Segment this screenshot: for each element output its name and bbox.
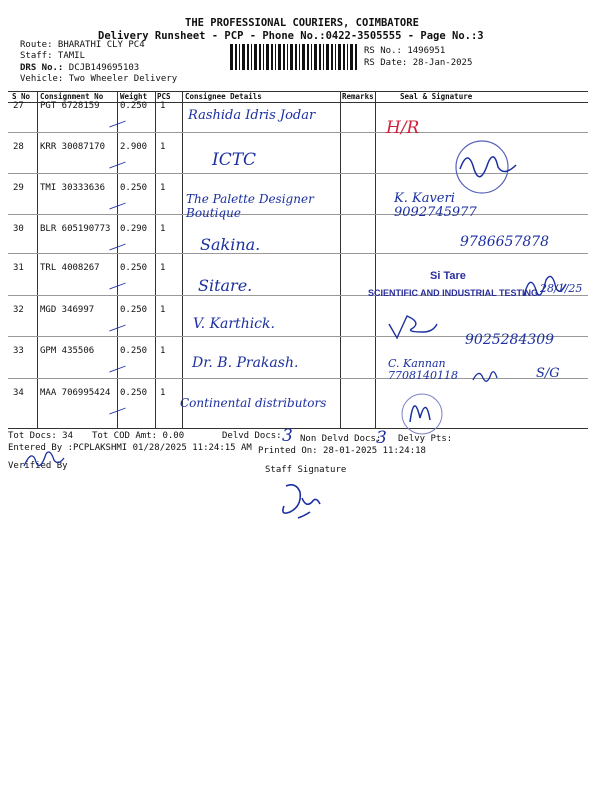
table-border-bottom	[8, 428, 588, 429]
signature-icon	[385, 310, 445, 344]
staff-label: Staff: TAMIL	[20, 51, 86, 61]
staff-signature-icon	[268, 478, 328, 528]
check-mark-icon	[109, 316, 126, 332]
weight-value: 0.250	[120, 183, 148, 193]
pieces-count: 1	[160, 224, 166, 234]
col-header-consignee: Consignee Details	[185, 92, 262, 101]
pieces-count: 1	[160, 101, 166, 111]
consignment-number: PGT 6728159	[40, 101, 100, 111]
seal-handwriting: 9786657878	[460, 234, 550, 250]
consignment-number: KRR 30087170	[40, 142, 106, 152]
drs-label: DRS No.:	[20, 63, 64, 73]
seal-stamp-text: Si Tare	[430, 270, 466, 282]
weight-value: 0.250	[120, 101, 148, 111]
consignee-handwriting: Dr. B. Prakash.	[192, 355, 299, 371]
row-divider	[8, 253, 588, 254]
verified-by-label: Verified By	[8, 461, 68, 471]
weight-value: 0.250	[120, 346, 148, 356]
consignment-number: MAA 706995424	[40, 388, 111, 398]
pieces-count: 1	[160, 183, 166, 193]
seal-date-note: 28/1/25	[540, 282, 583, 295]
consignee-handwriting: Rashida Idris Jodar	[188, 108, 316, 123]
col-header-seal: Seal & Signature	[400, 92, 473, 101]
col-header-pcs: PCS	[157, 92, 171, 101]
seal-handwriting: K. Kaveri 9092745977	[394, 191, 477, 220]
col-header-remarks: Remarks	[342, 92, 374, 101]
company-name: THE PROFESSIONAL COURIERS, COIMBATORE	[185, 17, 419, 29]
serial-number: 27	[13, 101, 24, 111]
consignment-number: TRL 4008267	[40, 263, 100, 273]
consignment-number: GPM 435506	[40, 346, 95, 356]
col-header-weight: Weight	[120, 92, 148, 101]
weight-value: 0.250	[120, 263, 148, 273]
weight-value: 0.250	[120, 388, 148, 398]
serial-number: 33	[13, 346, 24, 356]
check-mark-icon	[109, 112, 126, 128]
serial-number: 34	[13, 388, 24, 398]
seal-handwriting: S/G	[536, 366, 560, 381]
consignee-handwriting: Continental distributors	[180, 396, 327, 410]
check-mark-icon	[109, 153, 126, 169]
total-cod: Tot COD Amt: 0.00	[92, 431, 185, 441]
drs-number	[20, 63, 139, 73]
seal-handwriting: C. Kannan 7708140118	[388, 357, 458, 382]
consignee-handwriting: ICTC	[212, 150, 257, 170]
consignment-number: MGD 346997	[40, 305, 95, 315]
row-divider	[8, 132, 588, 133]
consignment-number: BLR 605190773	[40, 224, 111, 234]
row-divider	[8, 378, 588, 379]
seal-handwriting: H/R	[386, 118, 420, 138]
non-delivered-docs-value: 3	[376, 428, 387, 448]
signature-icon	[470, 366, 500, 386]
pieces-count: 1	[160, 142, 166, 152]
serial-number: 32	[13, 305, 24, 315]
printed-on: Printed On: 28-01-2025 11:24:18	[258, 446, 426, 456]
page-title: Delivery Runsheet - PCP - Phone No.:0422-3505555 - Page No.:3	[98, 30, 484, 42]
pieces-count: 1	[160, 305, 166, 315]
drs-value: DCJB149695103	[68, 63, 140, 73]
weight-value: 0.290	[120, 224, 148, 234]
serial-number: 29	[13, 183, 24, 193]
route-label: Route: BHARATHI CLY PC4	[20, 40, 145, 50]
round-seal-icon	[440, 135, 530, 195]
serial-number: 30	[13, 224, 24, 234]
verifier-signature-icon	[20, 448, 70, 472]
check-mark-icon	[109, 235, 126, 251]
check-mark-icon	[109, 194, 126, 210]
delivery-points-label: Delvy Pts:	[398, 434, 453, 444]
pieces-count: 1	[160, 263, 166, 273]
seal-stamp-text: SCIENTIFIC AND INDUSTRIAL TESTING	[368, 288, 539, 298]
col-header-sno: S No	[12, 92, 31, 101]
consignee-handwriting: The Palette Designer Boutique	[186, 192, 314, 220]
total-docs: Tot Docs: 34	[8, 431, 74, 441]
consignee-handwriting: Sitare.	[198, 276, 253, 295]
consignee-handwriting: Sakina.	[200, 235, 261, 254]
rs-date: RS Date: 28-Jan-2025	[364, 58, 473, 68]
barcode	[230, 44, 358, 70]
pieces-count: 1	[160, 346, 166, 356]
serial-number: 31	[13, 263, 24, 273]
serial-number: 28	[13, 142, 24, 152]
check-mark-icon	[109, 274, 126, 290]
pieces-count: 1	[160, 388, 166, 398]
delivered-docs-value: 3	[282, 426, 293, 446]
consignee-handwriting: V. Karthick.	[193, 316, 275, 332]
seal-handwriting: 9025284309	[465, 332, 555, 348]
check-mark-icon	[109, 399, 126, 415]
non-delivered-docs-label: Non Delvd Docs:	[300, 434, 382, 444]
col-header-consignment: Consignment No	[40, 92, 104, 101]
rs-number: RS No.: 1496951	[364, 46, 446, 56]
entered-by: Entered By :PCPLAKSHMI 01/28/2025 11:24:15 AM	[8, 443, 252, 453]
signature-icon	[520, 268, 570, 304]
consignment-number: TMI 30333636	[40, 183, 106, 193]
delivered-docs-label: Delvd Docs:	[222, 431, 282, 441]
vehicle-label: Vehicle: Two Wheeler Delivery	[20, 74, 178, 84]
staff-signature-label: Staff Signature	[265, 465, 347, 475]
check-mark-icon	[109, 357, 126, 373]
weight-value: 0.250	[120, 305, 148, 315]
weight-value: 2.900	[120, 142, 148, 152]
